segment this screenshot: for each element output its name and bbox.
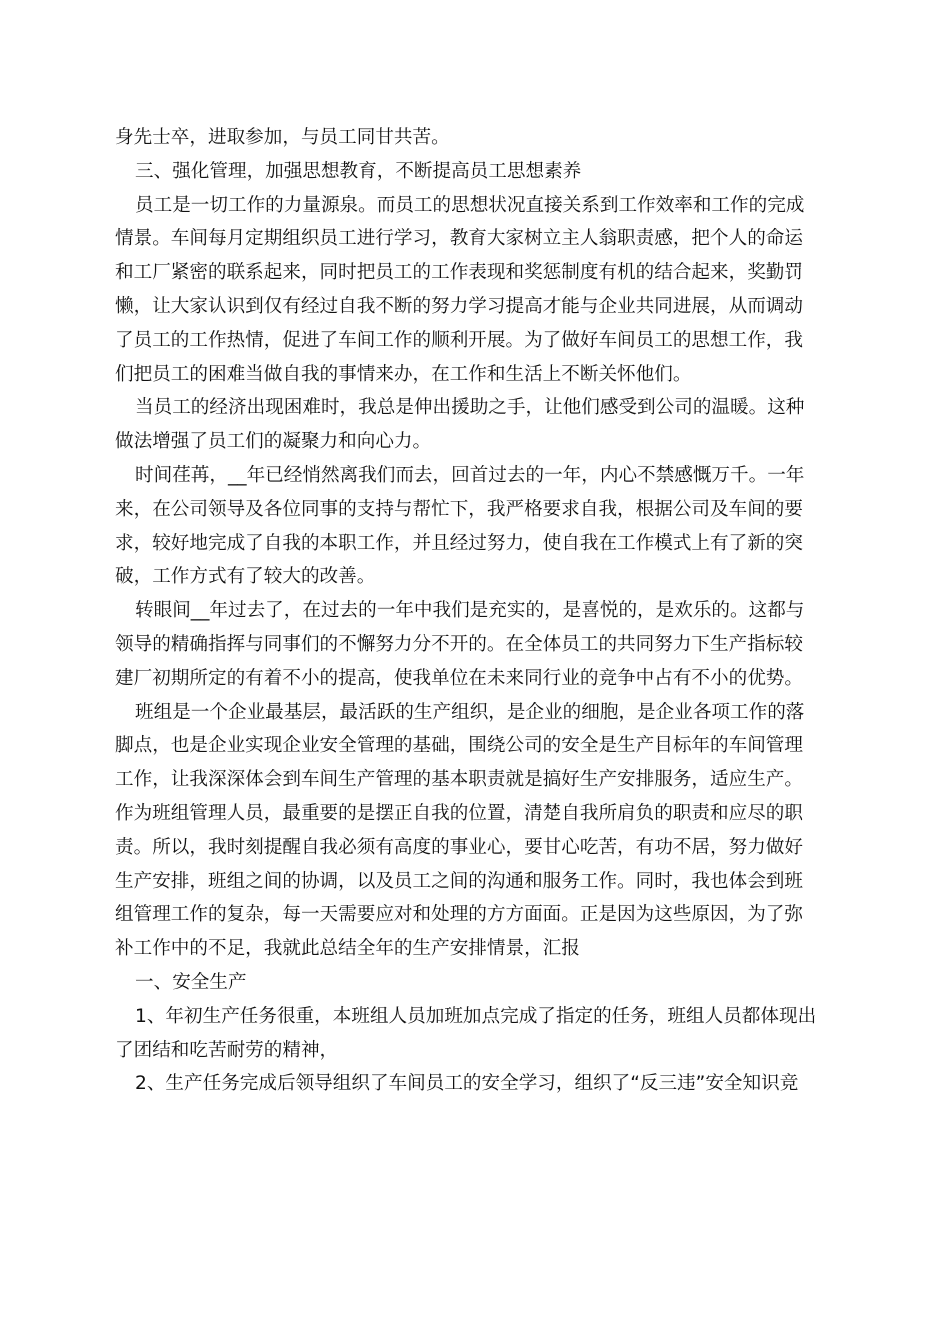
- text-line: 建厂初期所定的有着不小的提高，使我单位在未来同行业的竞争中占有不小的优势。: [115, 667, 803, 689]
- text-line: 来，在公司领导及各位同事的支持与帮忙下，我严格要求自我，根据公司及车间的要: [115, 498, 803, 520]
- text-line: 作为班组管理人员，最重要的是摆正自我的位置，清楚自我所肩负的职责和应尽的职: [115, 802, 803, 824]
- text-line: 时间荏苒，__年已经悄然离我们而去，回首过去的一年，内心不禁感慨万千。一年: [135, 464, 805, 486]
- text-line: 一、安全生产: [135, 971, 247, 993]
- text-line: 组管理工作的复杂，每一天需要应对和处理的方方面面。正是因为这些原因，为了弥: [115, 904, 803, 926]
- text-line: 情景。车间每月定期组织员工进行学习，教育大家树立主人翁职责感，把个人的命运: [115, 228, 803, 250]
- text-line: 身先士卒，进取参加，与员工同甘共苦。: [115, 127, 450, 148]
- text-line: 领导的精确指挥与同事们的不懈努力分不开的。在全体员工的共同努力下生产指标较: [115, 633, 803, 655]
- text-line: 补工作中的不足，我就此总结全年的生产安排情景，汇报: [115, 938, 580, 960]
- text-line: 脚点，也是企业实现企业安全管理的基础，围绕公司的安全是生产目标年的车间管理: [115, 735, 803, 757]
- text-line: 2、生产任务完成后领导组织了车间员工的安全学习，组织了“反三违”安全知识竞: [135, 1073, 799, 1095]
- text-line: 了员工的工作热情，促进了车间工作的顺利开展。为了做好车间员工的思想工作，我: [115, 329, 803, 351]
- document-body: [115, 121, 835, 1101]
- text-line: 破，工作方式有了较大的改善。: [115, 566, 376, 588]
- text-line: 们把员工的困难当做自我的事情来办，在工作和生活上不断关怀他们。: [115, 363, 692, 385]
- text-line: 工作，让我深深体会到车间生产管理的基本职责就是搞好生产安排服务，适应生产。: [115, 769, 803, 791]
- text-line: 做法增强了员工们的凝聚力和向心力。: [115, 431, 432, 453]
- text-line: 和工厂紧密的联系起来，同时把员工的工作表现和奖惩制度有机的结合起来，奖勤罚: [115, 262, 803, 284]
- text-line: 1、年初生产任务很重，本班组人员加班加点完成了指定的任务，班组人员都体现出: [135, 1005, 817, 1027]
- text-line: 当员工的经济出现困难时，我总是伸出援助之手，让他们感受到公司的温暖。这种: [135, 397, 805, 419]
- text-line: 求，较好地完成了自我的本职工作，并且经过努力，使自我在工作模式上有了新的突: [115, 532, 803, 554]
- text-line: 生产安排，班组之间的协调，以及员工之间的沟通和服务工作。同时，我也体会到班: [115, 870, 803, 892]
- text-line: 班组是一个企业最基层，最活跃的生产组织，是企业的细胞，是企业各项工作的落: [135, 701, 805, 723]
- text-line: 三、强化管理，加强思想教育，不断提高员工思想素养: [135, 160, 582, 182]
- text-line: 懒，让大家认识到仅有经过自我不断的努力学习提高才能与企业共同进展，从而调动: [115, 295, 803, 317]
- text-line: 转眼间__年过去了，在过去的一年中我们是充实的，是喜悦的，是欢乐的。这都与: [135, 600, 805, 622]
- text-line: 了团结和吃苦耐劳的精神，: [115, 1039, 339, 1061]
- text-line: 责。所以，我时刻提醒自我必须有高度的事业心，要甘心吃苦，有功不居，努力做好: [115, 836, 803, 858]
- text-line: 员工是一切工作的力量源泉。而员工的思想状况直接关系到工作效率和工作的完成: [135, 194, 805, 216]
